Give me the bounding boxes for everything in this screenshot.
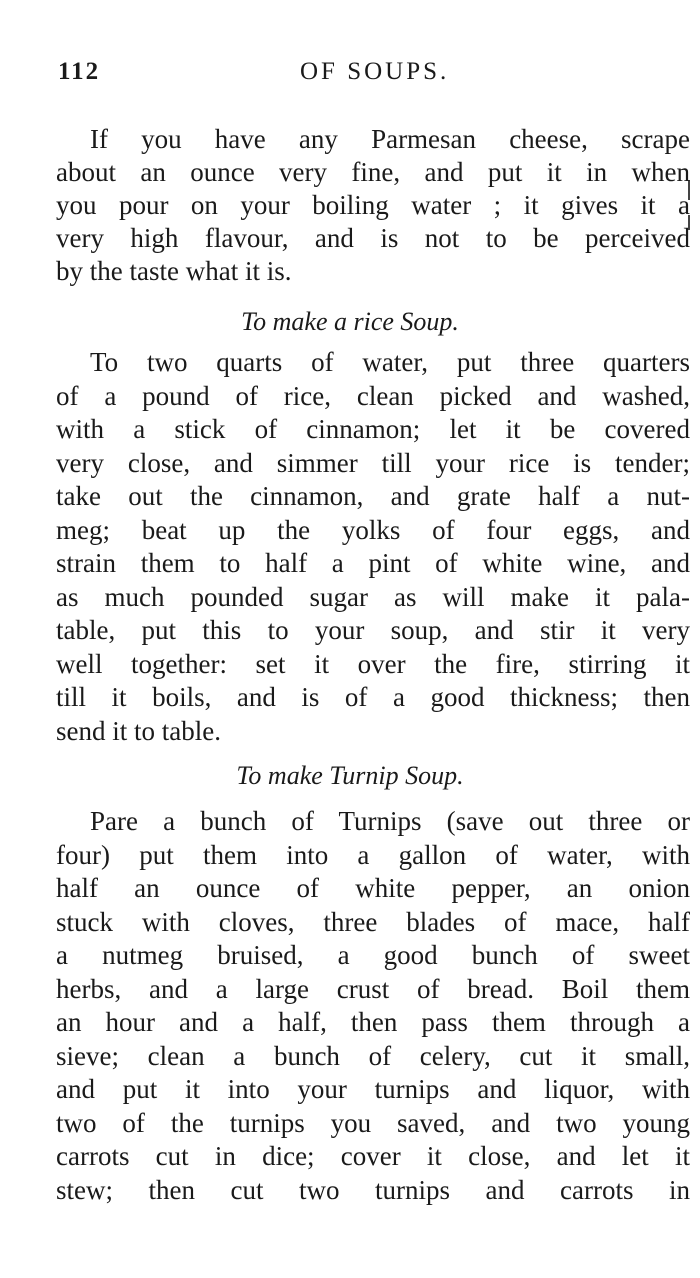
text-line: well together: set it over the fire, stirring it (56, 648, 690, 679)
text-line: two of the turnips you saved, and two young (56, 1107, 690, 1138)
text-line: take out the cinnamon, and grate half a nut- (56, 481, 690, 511)
text-line: half an ounce of white pepper, an onion (56, 873, 690, 903)
text-line: carrots cut in dice; cover it close, and let it (56, 1141, 690, 1171)
recipe-heading: To make a rice Soup. (241, 307, 459, 336)
text-line: with a stick of cinnamon; let it be covered (56, 414, 690, 444)
text-line: as much pounded sugar as will make it pala- (56, 581, 690, 612)
text-line: table, put this to your soup, and stir it very (56, 615, 690, 645)
text-line: stew; then cut two turnips and carrots in (56, 1174, 690, 1205)
text-line: Pare a bunch of Turnips (save out three or (90, 806, 690, 836)
text-line: To two quarts of water, put three quarters (90, 347, 690, 377)
text-line: strain them to half a pint of white wine, and (56, 548, 690, 578)
text-line: till it boils, and is of a good thickness; then (56, 682, 690, 712)
running-title: OF SOUPS. (300, 58, 450, 85)
text-line: meg; beat up the yolks of four eggs, and (56, 514, 690, 545)
text-line: herbs, and a large crust of bread. Boil them (56, 973, 690, 1004)
text-line: by the taste what it is. (56, 256, 292, 286)
text-line: and put it into your turnips and liquor, with (56, 1074, 690, 1104)
page-number: 112 (58, 58, 101, 85)
text-line: stuck with cloves, three blades of mace, half (56, 906, 690, 937)
text-line: very high flavour, and is not to be perceived (56, 223, 690, 253)
text-line: If you have any Parmesan cheese, scrape (90, 124, 690, 154)
text-line: very close, and simmer till your rice is tender; (56, 447, 690, 478)
recipe-heading: To make Turnip Soup. (236, 761, 464, 790)
text-line: you pour on your boiling water ; it gives it a (56, 190, 690, 220)
text-line: four) put them into a gallon of water, with (56, 839, 690, 870)
text-line: about an ounce very fine, and put it in when (56, 157, 690, 187)
text-line: send it to table. (56, 715, 221, 746)
text-line: sieve; clean a bunch of celery, cut it small, (56, 1040, 690, 1071)
text-line: a nutmeg bruised, a good bunch of sweet (56, 940, 690, 970)
text-line: of a pound of rice, clean picked and washed, (56, 380, 690, 411)
text-line: an hour and a half, then pass them through a (56, 1007, 690, 1037)
